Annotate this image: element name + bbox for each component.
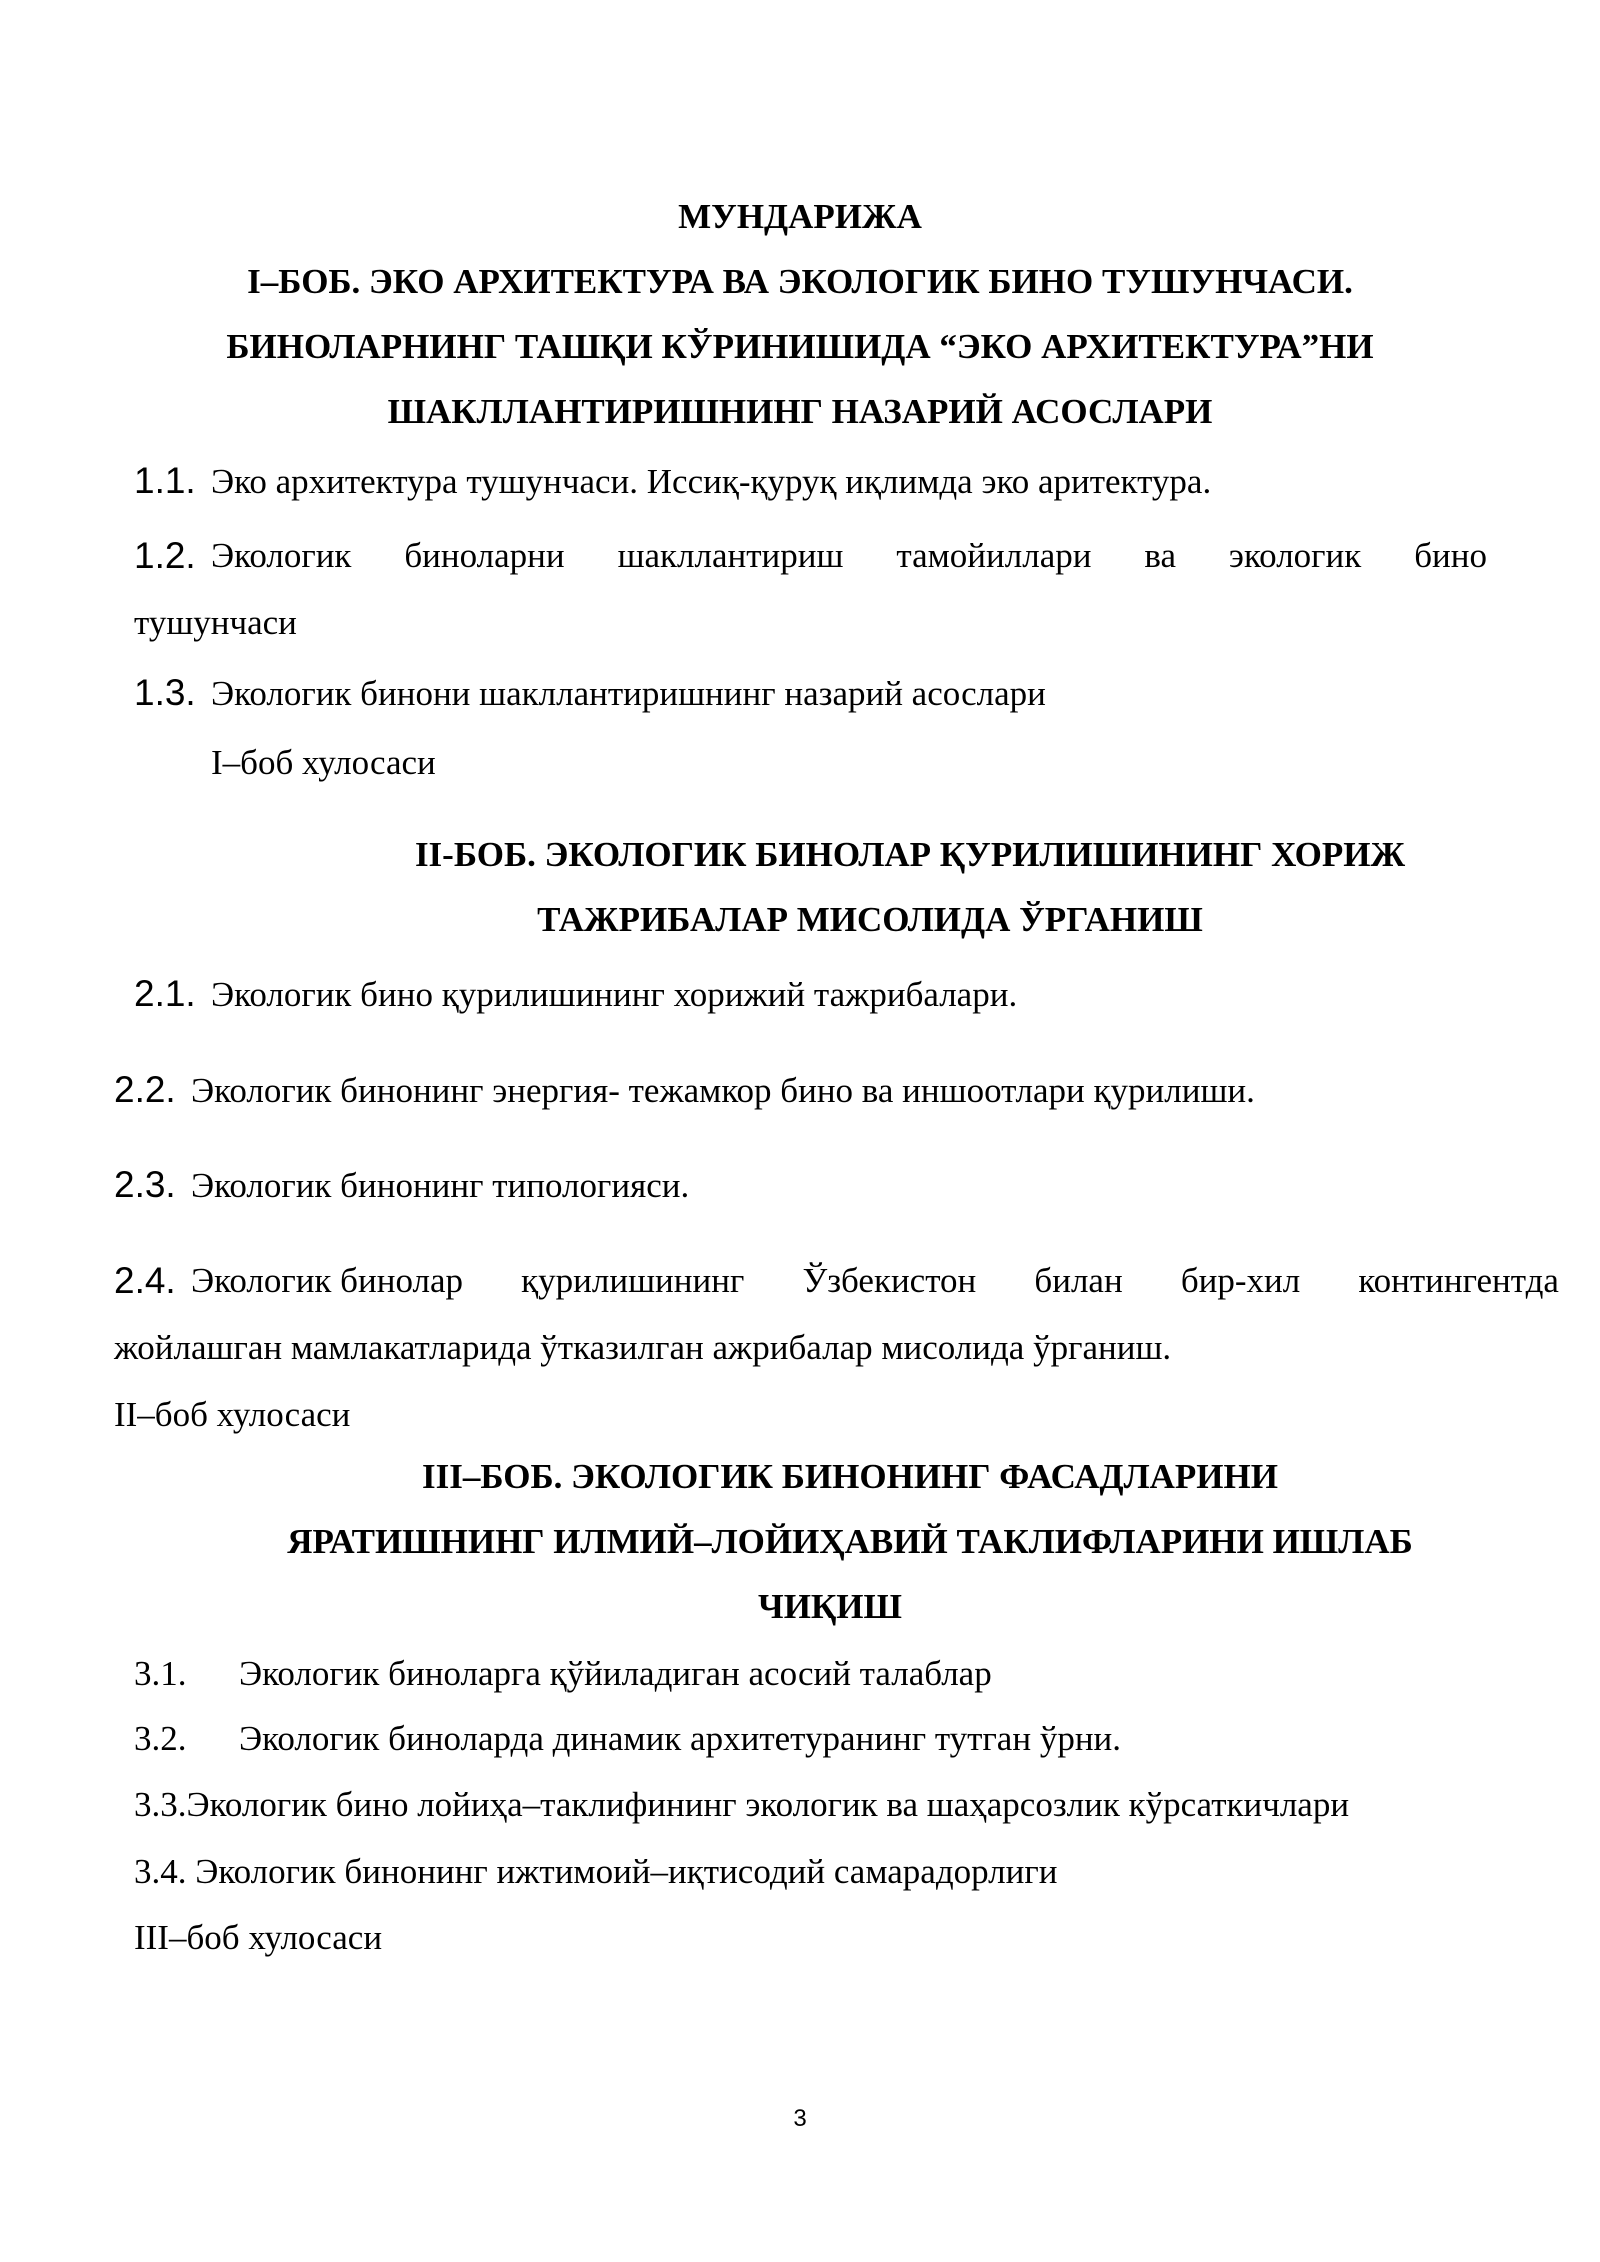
toc-item-text: Экологик биноларга қўйиладиган асосий талаблар [239, 1654, 992, 1693]
toc-item-word: экологик [1228, 536, 1362, 575]
toc-item-3-4: 3.4. Экологик бинонинг ижтимоий–иқтисодий самарадорлиги [134, 1852, 1058, 1891]
chapter2-conclusion: II–боб хулосаси [114, 1395, 351, 1434]
toc-item-word: қурилишининг [521, 1261, 745, 1300]
toc-item-1-2 [211, 535, 1487, 577]
chapter3-heading-line-3: ЧИҚИШ [758, 1587, 902, 1626]
toc-item-number: 1.3. [134, 672, 196, 713]
chapter1-conclusion: I–боб хулосаси [211, 743, 436, 782]
toc-item-3-2 [134, 1718, 1121, 1760]
toc-item-word: тамойиллари [896, 536, 1092, 575]
toc-item-word: билан [1034, 1261, 1123, 1300]
toc-item-text: Экологик биноларда динамик архитетуранинг тутган ўрни. [239, 1719, 1122, 1758]
toc-item-3-1 [134, 1653, 992, 1695]
chapter1-heading-line-3: ШАКЛЛАНТИРИШНИНГ НАЗАРИЙ АСОСЛАРИ [387, 392, 1213, 431]
toc-item-number: 2.3. [114, 1164, 176, 1205]
toc-item-word: шакллантириш [617, 536, 844, 575]
toc-item-number: 2.2. [114, 1069, 176, 1110]
toc-item-3-3: 3.3.Экологик бино лойиҳа–таклифининг экологик ва шаҳарсозлик кўрсаткичлари [134, 1785, 1350, 1824]
toc-item-text: Экологик бинонинг энергия- тежамкор бино ва иншоотлари қурилиши. [191, 1071, 1255, 1110]
page-number: 3 [793, 2105, 807, 2132]
toc-item-word: Экологик бинолар [191, 1261, 463, 1300]
chapter2-heading-line-1: II-БОБ. ЭКОЛОГИК БИНОЛАР ҚУРИЛИШИНИНГ ХОРИЖ [414, 835, 1406, 874]
toc-item-text: Эко архитектура тушунчаси. Иссиқ-қуруқ иқлимда эко аритектура. [211, 462, 1212, 501]
toc-item-number: 1.1. [134, 460, 196, 501]
chapter3-heading-line-2: ЯРАТИШНИНГ ИЛМИЙ–ЛОЙИҲАВИЙ ТАКЛИФЛАРИНИ ИШЛАБ [287, 1522, 1413, 1561]
toc-item-word: бир-хил [1180, 1261, 1301, 1300]
toc-item-word: Экологик [211, 536, 352, 575]
toc-item-text: Экологик бинонинг типологияси. [191, 1166, 690, 1205]
toc-item-1-3 [134, 672, 1046, 715]
toc-item-number: 3.2. [134, 1719, 187, 1758]
chapter2-heading-line-2: ТАЖРИБАЛАР МИСОЛИДА ЎРГАНИШ [537, 900, 1203, 939]
toc-item-word: бино [1414, 536, 1487, 575]
toc-item-1-1 [134, 460, 1211, 503]
toc-item-2-4 [191, 1260, 1559, 1302]
chapter1-heading-line-2: БИНОЛАРНИНГ ТАШҚИ КЎРИНИШИДА “ЭКО АРХИТЕКТУРА”НИ [226, 327, 1374, 366]
chapter1-heading-line-1: I–БОБ. ЭКО АРХИТЕКТУРА ВА ЭКОЛОГИК БИНО ТУШУНЧАСИ. [247, 262, 1353, 301]
toc-item-text: Экологик бино қурилишининг хорижий тажрибалари. [211, 975, 1018, 1014]
toc-title: МУНДАРИЖА [678, 197, 922, 236]
toc-item-1-2-number-wrap [134, 535, 196, 578]
toc-item-1-2-continuation: тушунчаси [134, 603, 297, 642]
toc-item-word: контингентда [1358, 1261, 1559, 1300]
chapter3-conclusion: III–боб хулосаси [134, 1918, 383, 1957]
toc-item-word: ва [1144, 536, 1176, 575]
toc-item-number: 2.4. [114, 1260, 176, 1301]
chapter3-heading-line-1: III–БОБ. ЭКОЛОГИК БИНОНИНГ ФАСАДЛАРИНИ [422, 1457, 1278, 1496]
toc-item-2-1 [134, 973, 1017, 1016]
toc-item-number: 2.1. [134, 973, 196, 1014]
toc-item-word: биноларни [404, 536, 565, 575]
toc-item-text: Экологик бинони шакллантиришнинг назарий асослари [211, 674, 1046, 713]
toc-item-2-4-number-wrap [114, 1260, 176, 1303]
toc-item-2-3 [114, 1164, 689, 1207]
toc-item-2-4-continuation: жойлашган мамлакатларида ўтказилган ажрибалар мисолида ўрганиш. [114, 1328, 1172, 1367]
toc-item-word: Ўзбекистон [802, 1261, 977, 1300]
toc-item-2-2 [114, 1069, 1255, 1112]
toc-item-number: 1.2. [134, 535, 196, 576]
toc-item-number: 3.1. [134, 1654, 187, 1693]
